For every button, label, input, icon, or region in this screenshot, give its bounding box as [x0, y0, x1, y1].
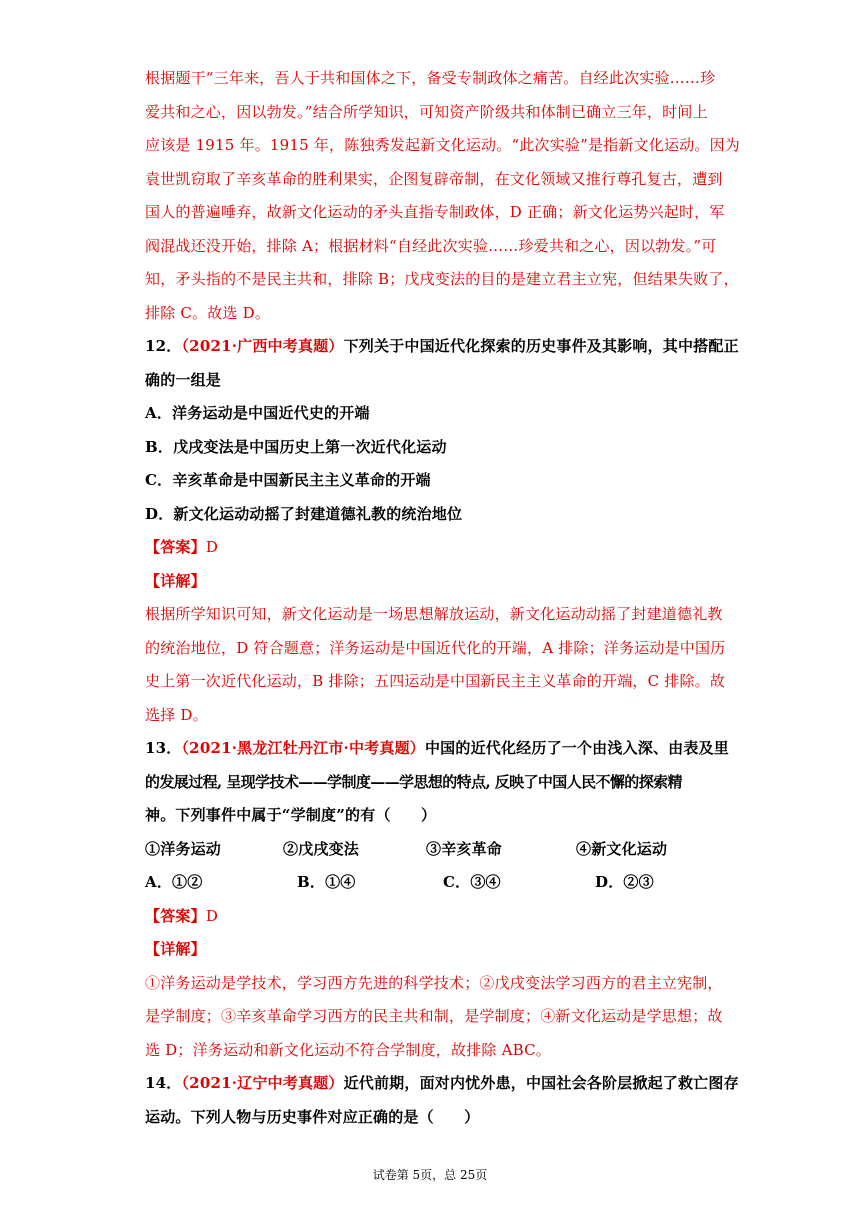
choice-a: A．①②	[145, 873, 203, 891]
answer-value: D	[205, 538, 219, 556]
explanation-line: 选 D；洋务运动和新文化运动不符合学制度，故排除 ABC。	[145, 1040, 551, 1059]
event-item: ②戊戌变法	[283, 839, 360, 858]
question-13	[145, 732, 729, 1067]
question-number: 12．	[145, 337, 182, 355]
stem-text: 运动。下列人物与历史事件对应正确的是（ ）	[145, 1107, 480, 1126]
detail-label: 【详解】	[145, 571, 206, 590]
answer-row	[145, 531, 720, 565]
stem-text: 下列关于中国近代化探索的历史事件及其影响，其中搭配正	[343, 337, 739, 355]
question-12	[145, 330, 739, 732]
q11-explanation	[145, 62, 740, 330]
choice-c: C．③④	[443, 873, 501, 891]
option-a: A．洋务运动是中国近代史的开端	[145, 404, 370, 422]
question-source: （2021·黑龙江牡丹江市·中考真题）	[181, 739, 425, 757]
question-stem	[145, 1067, 739, 1101]
stem-text: 的发展过程, 呈现学技术——学制度——学思想的特点, 反映了中国人民不懈的探索精	[145, 772, 682, 791]
explanation-line: 应该是 1915 年。1915 年，陈独秀发起新文化运动。“此次实验”是指新文化运动。因为	[145, 136, 740, 154]
explanation-line: 是学制度；③辛亥革命学习西方的民主共和制，是学制度；④新文化运动是学思想；故	[145, 1007, 723, 1025]
explanation-line: 知，矛头指的不是民主共和，排除 B；戊戌变法的目的是建立君主立宪，但结果失败了，	[145, 270, 739, 288]
question-stem	[145, 732, 729, 766]
stem-text: 确的一组是	[145, 370, 222, 389]
stem-text: 中国的近代化经历了一个由浅入深、由表及里	[424, 739, 729, 757]
explanation-line: 国人的普遍唾弃，故新文化运动的矛头直指专制政体，D 正确；新文化运势兴起时，军	[145, 203, 725, 221]
explanation-line: 的统治地位，D 符合题意；洋务运动是中国近代化的开端，A 排除；洋务运动是中国历	[145, 638, 726, 657]
explanation-line: ①洋务运动是学技术，学习西方先进的科学技术；②戊戌变法学习西方的君主立宪制，	[145, 973, 723, 992]
stem-text: 神。下列事件中属于“学制度”的有（ ）	[145, 806, 437, 824]
event-item: ①洋务运动	[145, 839, 222, 858]
explanation-line: 选择 D。	[145, 705, 208, 724]
event-items	[145, 833, 720, 867]
explanation-line: 根据题干“三年来，吾人于共和国体之下，备受专制政体之痛苦。自经此次实验……珍	[145, 69, 716, 87]
answer-label: 【答案】	[145, 538, 206, 556]
choice-b: B．①④	[297, 873, 356, 891]
question-number: 14．	[145, 1074, 182, 1092]
answer-row	[145, 900, 720, 934]
detail-label: 【详解】	[145, 940, 206, 958]
answer-value: D	[205, 906, 219, 925]
answer-label: 【答案】	[145, 906, 206, 925]
stem-text: 近代前期，面对内忧外患，中国社会各阶层掀起了救亡图存	[343, 1074, 739, 1092]
explanation-line: 阀混战还没开始，排除 A；根据材料“自经此次实验……珍爱共和之心，因以勃发。”可	[145, 236, 717, 255]
option-c: C．辛亥革命是中国新民主主义革命的开端	[145, 471, 431, 489]
explanation-line: 排除 C。故选 D。	[145, 303, 271, 322]
question-source: （2021·辽宁中考真题）	[181, 1074, 344, 1092]
question-number: 13．	[145, 739, 182, 757]
option-d: D．新文化运动动摇了封建道德礼教的统治地位	[145, 504, 463, 523]
option-b: B．戊戌变法是中国历史上第一次近代化运动	[145, 437, 447, 456]
choice-d: D．②③	[595, 873, 654, 891]
explanation-line: 爱共和之心，因以勃发。”结合所学知识，可知资产阶级共和体制已确立三年，时间上	[145, 102, 708, 121]
choice-row	[145, 866, 720, 900]
explanation-line: 袁世凯窃取了辛亥革命的胜利果实，企图复辟帝制，在文化领域又推行尊孔复古，遭到	[145, 169, 723, 188]
event-item: ④新文化运动	[576, 839, 668, 858]
event-item: ③辛亥革命	[426, 839, 503, 858]
question-stem	[145, 330, 739, 364]
explanation-line: 根据所学知识可知，新文化运动是一场思想解放运动，新文化运动动摇了封建道德礼教	[145, 605, 723, 623]
page-content	[145, 62, 740, 1134]
question-source: （2021·广西中考真题）	[181, 337, 344, 355]
page-footer: 试卷第 5页，总 25页	[372, 1168, 488, 1182]
question-14	[145, 1067, 739, 1134]
explanation-line: 史上第一次近代化运动，B 排除；五四运动是中国新民主主义革命的开端，C 排除。故	[145, 672, 726, 690]
